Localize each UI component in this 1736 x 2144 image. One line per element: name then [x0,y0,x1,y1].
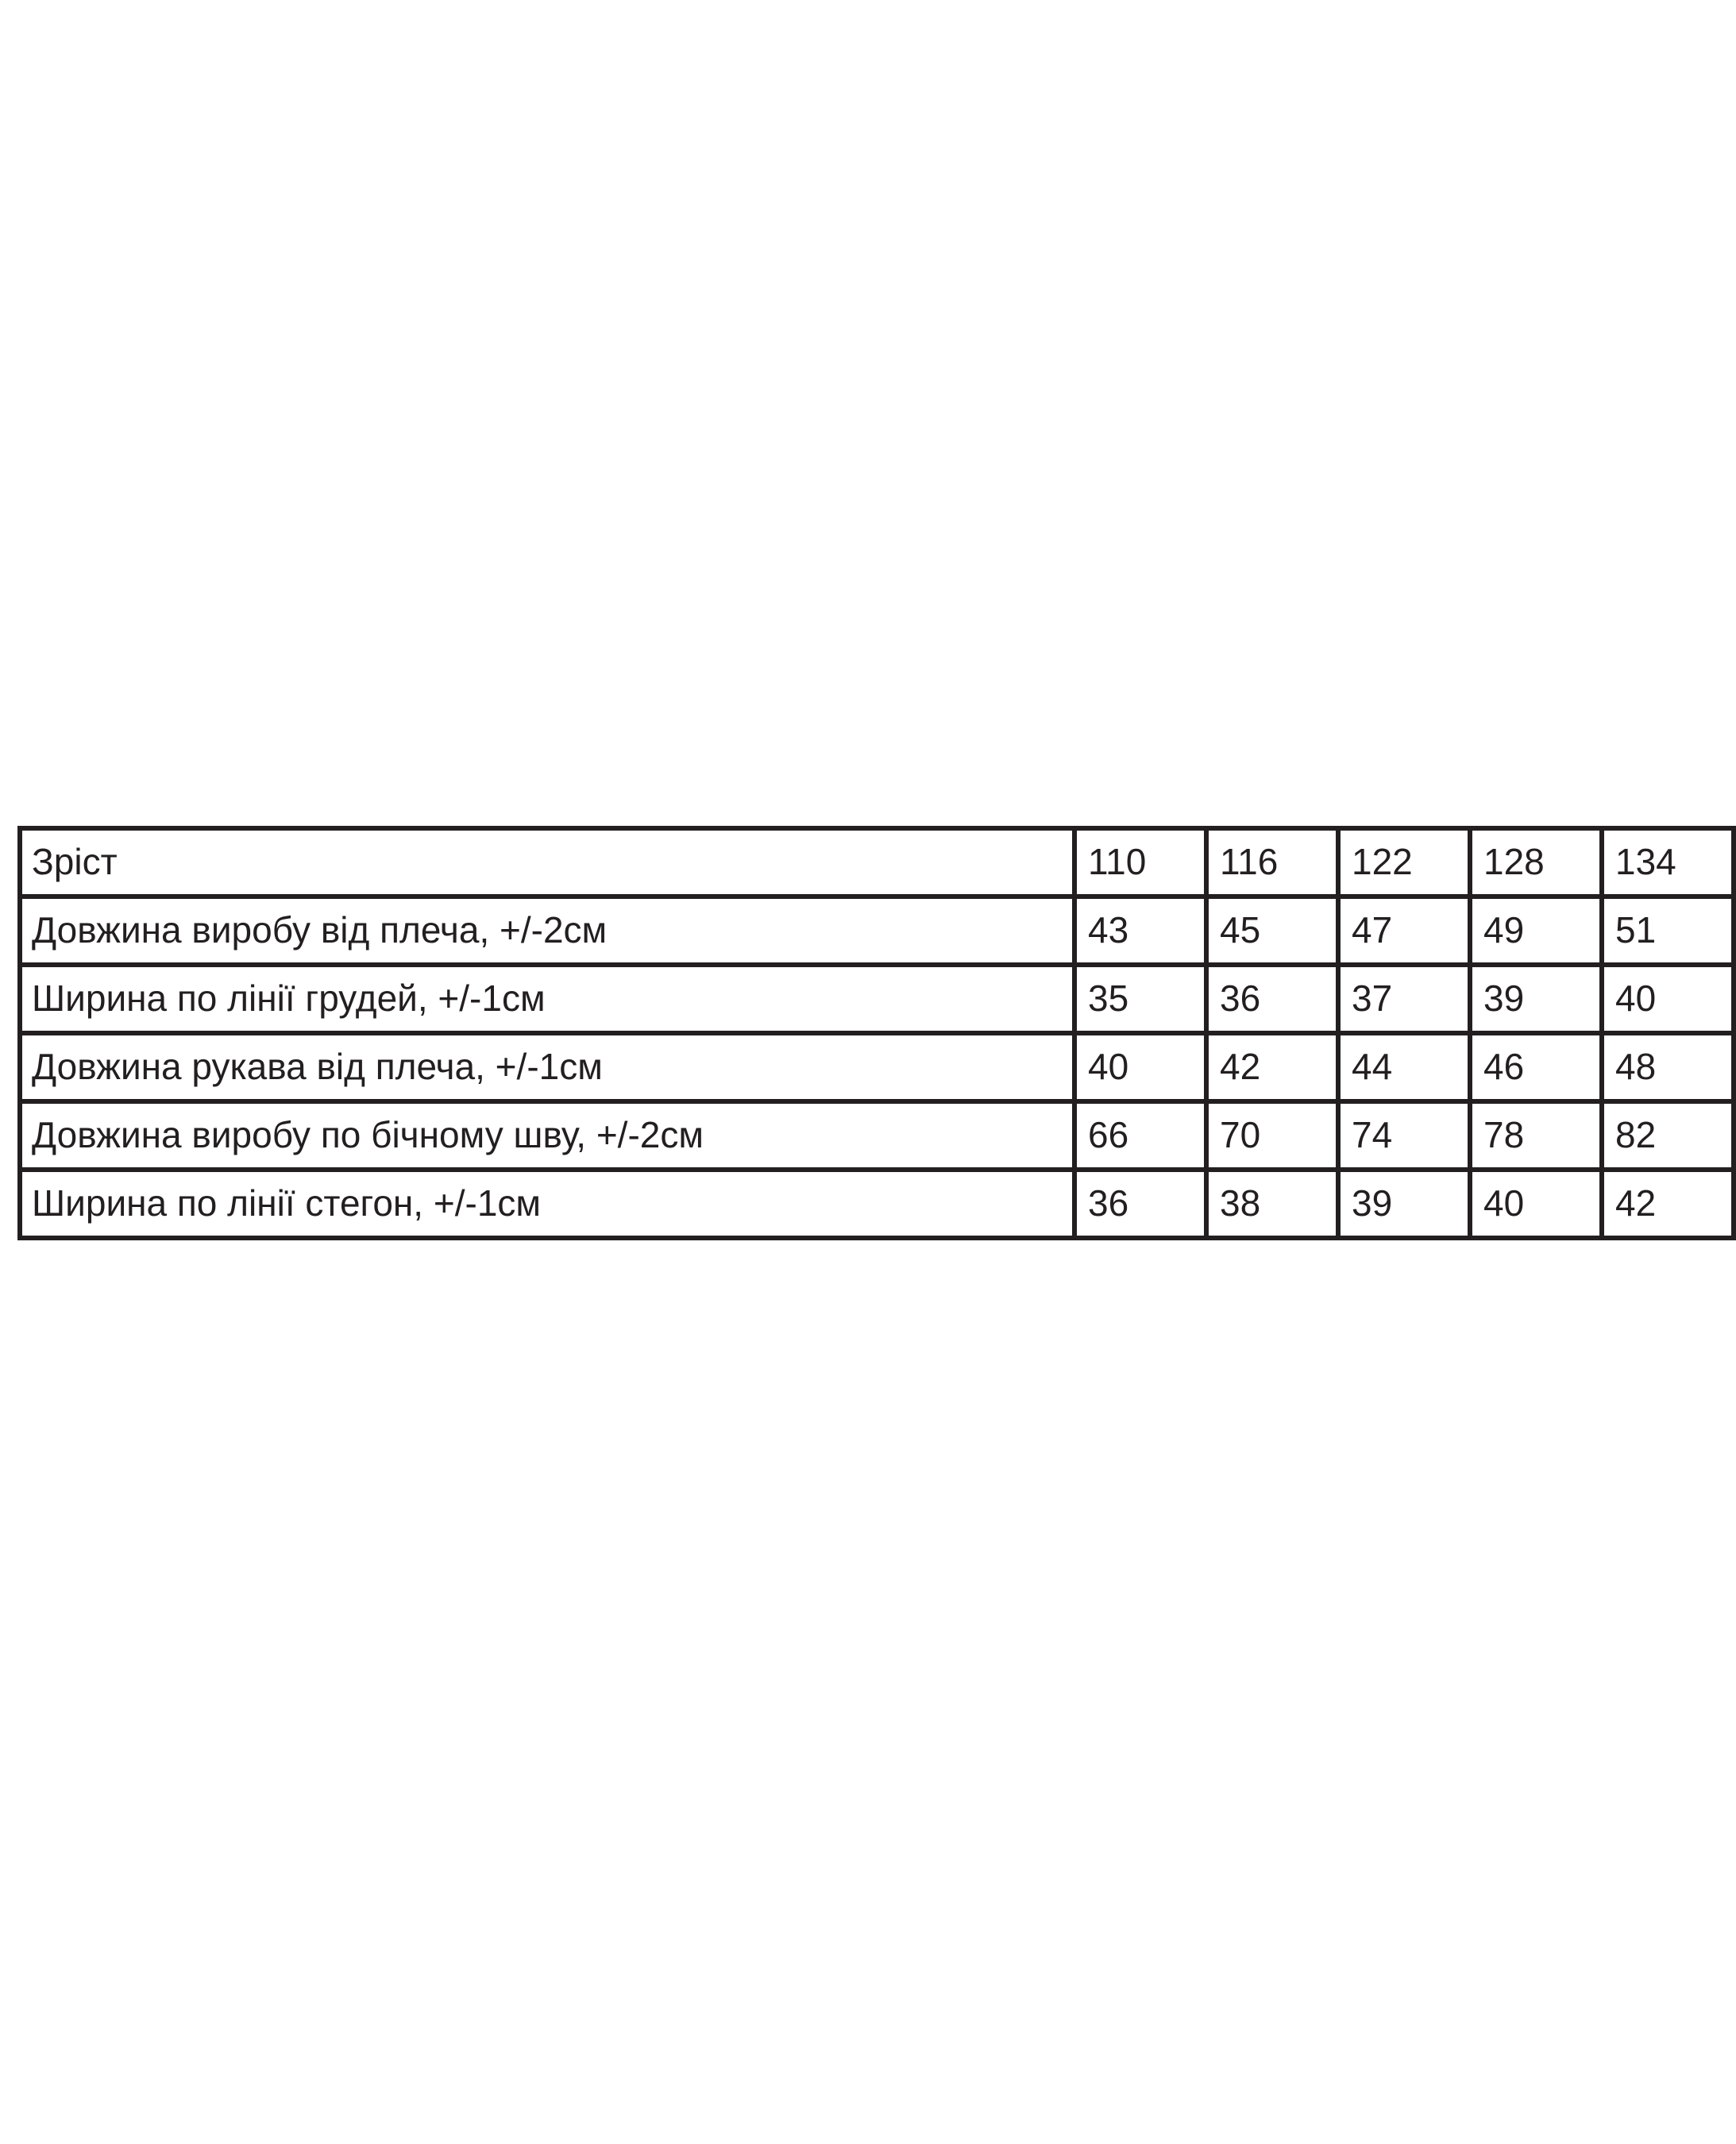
table-row [20,1101,1734,1170]
cell-value: 51 [1602,897,1734,965]
header-size-value: 134 [1602,828,1734,897]
cell-value: 36 [1206,965,1338,1033]
cell-value: 38 [1206,1170,1338,1238]
cell-value: 43 [1074,897,1206,965]
cell-value: 42 [1602,1170,1734,1238]
cell-value: 40 [1470,1170,1602,1238]
cell-value: 78 [1470,1101,1602,1170]
cell-value: 42 [1206,1033,1338,1101]
size-chart-container [17,826,1676,1240]
table-row [20,1033,1734,1101]
cell-value: 47 [1338,897,1470,965]
cell-value: 74 [1338,1101,1470,1170]
table-row [20,1170,1734,1238]
row-label: Ширина по лінії грудей, +/-1см [20,965,1074,1033]
header-size-value: 128 [1470,828,1602,897]
cell-value: 36 [1074,1170,1206,1238]
header-size-value: 116 [1206,828,1338,897]
cell-value: 66 [1074,1101,1206,1170]
cell-value: 40 [1074,1033,1206,1101]
cell-value: 45 [1206,897,1338,965]
cell-value: 44 [1338,1033,1470,1101]
cell-value: 48 [1602,1033,1734,1101]
cell-value: 46 [1470,1033,1602,1101]
row-label: Ширина по лінії стегон, +/-1см [20,1170,1074,1238]
cell-value: 82 [1602,1101,1734,1170]
size-chart-table [17,826,1736,1240]
row-label: Зріст [20,828,1074,897]
cell-value: 49 [1470,897,1602,965]
row-label: Довжина рукава від плеча, +/-1см [20,1033,1074,1101]
row-label: Довжина виробу від плеча, +/-2см [20,897,1074,965]
header-size-value: 110 [1074,828,1206,897]
header-size-value: 122 [1338,828,1470,897]
cell-value: 39 [1470,965,1602,1033]
cell-value: 39 [1338,1170,1470,1238]
table-row-header [20,828,1734,897]
cell-value: 70 [1206,1101,1338,1170]
row-label: Довжина виробу по бічному шву, +/-2см [20,1101,1074,1170]
cell-value: 35 [1074,965,1206,1033]
cell-value: 40 [1602,965,1734,1033]
cell-value: 37 [1338,965,1470,1033]
table-row [20,965,1734,1033]
table-row [20,897,1734,965]
